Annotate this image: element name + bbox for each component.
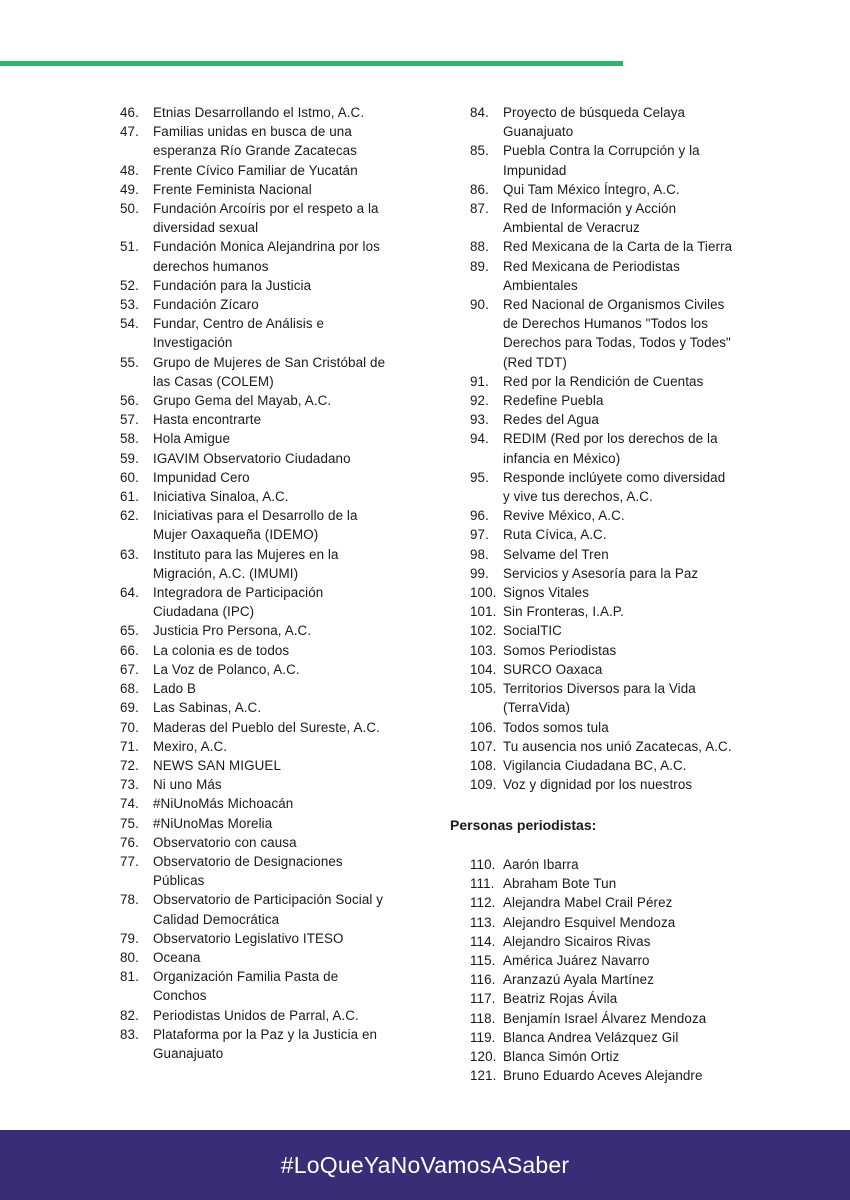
list-item-text: Selvame del Tren bbox=[503, 546, 609, 562]
section-heading-journalists: Personas periodistas: bbox=[450, 817, 597, 833]
list-item bbox=[470, 237, 770, 256]
list-item-number: 58. bbox=[120, 431, 139, 447]
list-item bbox=[120, 775, 420, 794]
list-item bbox=[470, 199, 770, 237]
list-item-number: 49. bbox=[120, 181, 139, 197]
list-item-number: 92. bbox=[470, 393, 489, 409]
list-item-number: 113. bbox=[470, 914, 496, 930]
list-item bbox=[120, 583, 420, 621]
list-item-text: Hola Amigue bbox=[153, 431, 231, 447]
list-item-number: 101. bbox=[470, 604, 497, 620]
list-item bbox=[470, 660, 770, 679]
list-item bbox=[470, 180, 770, 199]
list-item bbox=[470, 545, 770, 564]
list-item-number: 120. bbox=[470, 1049, 497, 1065]
list-item-text: Plataforma por la Paz y la Justicia en Guanajuato bbox=[153, 1026, 378, 1061]
list-item-text: Frente Cívico Familiar de Yucatán bbox=[153, 162, 358, 178]
list-item-text: Red Mexicana de Periodistas Ambientales bbox=[503, 258, 680, 293]
list-item-number: 55. bbox=[120, 354, 139, 370]
list-item-number: 106. bbox=[470, 719, 497, 735]
list-item-number: 77. bbox=[120, 853, 139, 869]
list-item-number: 119. bbox=[470, 1029, 496, 1045]
list-item-text: Red Mexicana de la Carta de la Tierra bbox=[503, 239, 733, 255]
list-item bbox=[470, 913, 770, 932]
list-item-text: Observatorio de Designaciones Públicas bbox=[153, 853, 343, 889]
list-item-number: 121. bbox=[470, 1068, 497, 1084]
list-item-number: 112. bbox=[470, 895, 496, 911]
list-item-number: 107. bbox=[470, 738, 497, 754]
list-item-text: Puebla Contra la Corrupción y la Impunidad bbox=[503, 143, 700, 178]
list-item bbox=[470, 257, 770, 295]
list-item-text: Grupo de Mujeres de San Cristóbal de las Casas (COLEM) bbox=[153, 354, 386, 389]
list-item-number: 57. bbox=[120, 412, 139, 428]
list-item-text: Fundación para la Justicia bbox=[153, 277, 312, 293]
list-item-text: Grupo Gema del Mayab, A.C. bbox=[153, 393, 332, 409]
list-item-number: 54. bbox=[120, 316, 139, 332]
list-item bbox=[120, 698, 420, 717]
list-item bbox=[470, 679, 770, 717]
list-item-text: Ni uno Más bbox=[153, 777, 222, 793]
list-item-number: 68. bbox=[120, 681, 139, 697]
list-item-number: 98. bbox=[470, 546, 489, 562]
list-item-text: Maderas del Pueblo del Sureste, A.C. bbox=[153, 719, 380, 735]
list-item bbox=[120, 314, 420, 352]
list-item-number: 53. bbox=[120, 297, 139, 313]
list-item-number: 89. bbox=[470, 258, 489, 274]
list-item-text: Lado B bbox=[153, 681, 197, 697]
list-item bbox=[470, 141, 770, 179]
list-item bbox=[470, 1028, 770, 1047]
list-item-text: SURCO Oaxaca bbox=[503, 661, 603, 677]
list-item-text: Aranzazú Ayala Martínez bbox=[503, 972, 654, 988]
list-item bbox=[120, 1025, 420, 1063]
list-item-text: Alejandro Sicairos Rivas bbox=[503, 933, 651, 949]
list-item-text: Oceana bbox=[153, 949, 201, 965]
list-item-text: La Voz de Polanco, A.C. bbox=[153, 661, 300, 677]
list-item-text: Fundación Arcoíris por el respeto a la diversidad sexual bbox=[153, 201, 379, 236]
list-item bbox=[120, 833, 420, 852]
list-item bbox=[470, 775, 770, 794]
list-item-text: Red de Información y Acción Ambiental de Veracruz bbox=[503, 201, 677, 236]
list-item bbox=[120, 276, 420, 295]
list-item-number: 104. bbox=[470, 661, 497, 677]
list-item-number: 75. bbox=[120, 815, 139, 831]
list-item-text: Beatriz Rojas Ávila bbox=[503, 991, 618, 1007]
list-item bbox=[470, 295, 770, 372]
list-item-text: Etnias Desarrollando el Istmo, A.C. bbox=[153, 105, 365, 120]
list-item-text: REDIM (Red por los derechos de la infancia en México) bbox=[503, 431, 718, 466]
list-item-number: 73. bbox=[120, 777, 139, 793]
list-item-number: 100. bbox=[470, 585, 497, 601]
list-item-text: Las Sabinas, A.C. bbox=[153, 700, 262, 716]
list-item-text: Integradora de Participación Ciudadana (IPC) bbox=[153, 585, 324, 620]
list-item bbox=[120, 487, 420, 506]
list-item-number: 82. bbox=[120, 1007, 139, 1023]
list-item-number: 78. bbox=[120, 892, 139, 908]
list-item-number: 102. bbox=[470, 623, 497, 639]
list-item-text: #NiUnoMas Morelia bbox=[153, 815, 273, 831]
list-item-number: 95. bbox=[470, 469, 489, 485]
list-item bbox=[120, 429, 420, 448]
list-item-number: 96. bbox=[470, 508, 489, 524]
list-item bbox=[120, 852, 420, 890]
list-item bbox=[470, 737, 770, 756]
list-item-number: 87. bbox=[470, 201, 489, 217]
list-item-text: Justicia Pro Persona, A.C. bbox=[153, 623, 312, 639]
list-item-number: 81. bbox=[120, 969, 139, 985]
list-item-text: Tu ausencia nos unió Zacatecas, A.C. bbox=[503, 738, 732, 754]
list-item-number: 69. bbox=[120, 700, 139, 716]
list-item-text: Alejandro Esquivel Mendoza bbox=[503, 914, 676, 930]
list-item-text: Servicios y Asesoría para la Paz bbox=[503, 565, 699, 581]
list-item bbox=[470, 1066, 770, 1085]
list-item-text: La colonia es de todos bbox=[153, 642, 290, 658]
list-item-text: Benjamín Israel Álvarez Mendoza bbox=[503, 1010, 707, 1026]
list-item bbox=[470, 602, 770, 621]
list-item bbox=[120, 180, 420, 199]
list-item-number: 110. bbox=[470, 857, 496, 872]
organizations-list-right bbox=[470, 103, 770, 794]
list-item bbox=[470, 506, 770, 525]
list-item-number: 65. bbox=[120, 623, 139, 639]
list-item-text: #NiUnoMás Michoacán bbox=[153, 796, 294, 812]
list-item-number: 64. bbox=[120, 585, 139, 601]
list-item bbox=[120, 814, 420, 833]
list-item-number: 50. bbox=[120, 201, 139, 217]
list-item-number: 115. bbox=[470, 953, 496, 969]
list-item-number: 46. bbox=[120, 105, 139, 120]
list-item-text: Iniciativas para el Desarrollo de la Mujer Oaxaqueña (IDEMO) bbox=[153, 508, 358, 543]
list-item-text: IGAVIM Observatorio Ciudadano bbox=[153, 450, 351, 466]
list-item-number: 86. bbox=[470, 181, 489, 197]
list-item bbox=[470, 641, 770, 660]
list-item-number: 63. bbox=[120, 546, 139, 562]
list-item-number: 116. bbox=[470, 972, 496, 988]
list-item-text: Observatorio Legislativo ITESO bbox=[153, 930, 344, 946]
list-item bbox=[120, 621, 420, 640]
list-item-text: Fundación Zícaro bbox=[153, 297, 259, 313]
list-item bbox=[470, 103, 770, 141]
list-item-number: 118. bbox=[470, 1010, 496, 1026]
list-item-number: 67. bbox=[120, 661, 139, 677]
list-item bbox=[120, 794, 420, 813]
list-item-number: 109. bbox=[470, 777, 497, 793]
organizations-list-left bbox=[120, 103, 420, 1063]
list-item bbox=[120, 660, 420, 679]
list-item-text: Somos Periodistas bbox=[503, 642, 617, 658]
list-item-text: Mexiro, A.C. bbox=[153, 738, 228, 754]
list-item bbox=[120, 410, 420, 429]
list-item-number: 84. bbox=[470, 105, 489, 120]
list-item-text: Instituto para las Mujeres en la Migración, A.C. (IMUMI) bbox=[153, 546, 339, 581]
list-item-number: 80. bbox=[120, 949, 139, 965]
list-item-number: 88. bbox=[470, 239, 489, 255]
list-item bbox=[470, 1047, 770, 1066]
list-item-number: 56. bbox=[120, 393, 139, 409]
list-item bbox=[470, 970, 770, 989]
list-item-text: Organización Familia Pasta de Conchos bbox=[153, 969, 339, 1004]
footer-hashtag: #LoQueYaNoVamosASaber bbox=[280, 1151, 570, 1178]
list-item-number: 117. bbox=[470, 991, 496, 1007]
list-item-text: Hasta encontrarte bbox=[153, 412, 262, 428]
list-item-number: 85. bbox=[470, 143, 489, 159]
list-item-number: 103. bbox=[470, 642, 497, 658]
list-item bbox=[470, 525, 770, 544]
list-item-text: Periodistas Unidos de Parral, A.C. bbox=[153, 1007, 359, 1023]
list-item bbox=[120, 468, 420, 487]
list-item-text: Vigilancia Ciudadana BC, A.C. bbox=[503, 757, 687, 773]
list-item-number: 105. bbox=[470, 681, 497, 697]
list-item-text: Redes del Agua bbox=[503, 412, 599, 428]
list-item-number: 79. bbox=[120, 930, 139, 946]
list-item-text: Redefine Puebla bbox=[503, 393, 604, 409]
list-item bbox=[120, 967, 420, 1005]
list-item-number: 61. bbox=[120, 489, 139, 505]
list-item bbox=[120, 161, 420, 180]
list-item-number: 99. bbox=[470, 565, 489, 581]
list-item bbox=[470, 391, 770, 410]
list-item bbox=[120, 199, 420, 237]
list-item-number: 94. bbox=[470, 431, 489, 447]
list-item-number: 74. bbox=[120, 796, 139, 812]
list-item bbox=[470, 718, 770, 737]
list-item-number: 47. bbox=[120, 124, 139, 140]
list-item bbox=[120, 679, 420, 698]
list-item bbox=[470, 410, 770, 429]
list-item bbox=[120, 756, 420, 775]
list-item-text: Frente Feminista Nacional bbox=[153, 181, 312, 197]
list-item bbox=[120, 948, 420, 967]
list-item-text: Abraham Bote Tun bbox=[503, 876, 617, 892]
list-item bbox=[120, 1006, 420, 1025]
list-item-text: Impunidad Cero bbox=[153, 469, 250, 485]
list-item bbox=[470, 893, 770, 912]
list-item-number: 51. bbox=[120, 239, 139, 255]
list-item-text: Qui Tam México Íntegro, A.C. bbox=[503, 181, 680, 197]
list-item bbox=[470, 951, 770, 970]
list-item bbox=[470, 932, 770, 951]
list-item-text: Responde inclúyete como diversidad y vive tus derechos, A.C. bbox=[503, 469, 726, 505]
list-item-text: Red por la Rendición de Cuentas bbox=[503, 373, 704, 389]
list-item bbox=[470, 372, 770, 391]
list-item-number: 59. bbox=[120, 450, 139, 466]
top-accent-rule bbox=[0, 61, 623, 66]
list-item-text: Aarón Ibarra bbox=[503, 857, 579, 872]
list-item-text: Familias unidas en busca de una esperanza Río Grande Zacatecas bbox=[153, 124, 357, 159]
list-item bbox=[120, 929, 420, 948]
list-item-number: 48. bbox=[120, 162, 139, 178]
journalists-list bbox=[470, 855, 770, 1085]
list-item bbox=[120, 353, 420, 391]
list-item-number: 76. bbox=[120, 834, 139, 850]
list-item bbox=[120, 122, 420, 160]
list-item-number: 93. bbox=[470, 412, 489, 428]
list-item-number: 52. bbox=[120, 277, 139, 293]
list-item-text: Blanca Andrea Velázquez Gil bbox=[503, 1029, 679, 1045]
list-item bbox=[470, 855, 770, 874]
list-item bbox=[470, 468, 770, 506]
list-item-text: Territorios Diversos para la Vida (TerraVida) bbox=[503, 681, 696, 716]
list-item-number: 60. bbox=[120, 469, 139, 485]
list-item-text: Sin Fronteras, I.A.P. bbox=[503, 604, 624, 620]
list-item-number: 114. bbox=[470, 933, 496, 949]
list-item bbox=[470, 583, 770, 602]
list-item-text: Signos Vitales bbox=[503, 585, 590, 601]
list-item bbox=[120, 103, 420, 122]
list-item-text: Fundar, Centro de Análisis e Investigación bbox=[153, 316, 325, 351]
list-item-number: 71. bbox=[120, 738, 139, 754]
list-item bbox=[470, 429, 770, 467]
list-item bbox=[120, 718, 420, 737]
list-item bbox=[470, 564, 770, 583]
list-item bbox=[120, 449, 420, 468]
list-item-text: América Juárez Navarro bbox=[503, 953, 650, 969]
list-item bbox=[120, 391, 420, 410]
list-item bbox=[470, 989, 770, 1008]
footer-banner bbox=[0, 1130, 850, 1200]
list-item-text: Ruta Cívica, A.C. bbox=[503, 527, 607, 543]
list-item-number: 70. bbox=[120, 719, 139, 735]
list-item-number: 62. bbox=[120, 508, 139, 524]
list-item-number: 72. bbox=[120, 757, 139, 773]
list-item-text: NEWS SAN MIGUEL bbox=[153, 757, 281, 773]
list-item-number: 111. bbox=[470, 876, 495, 892]
list-item-text: Revive México, A.C. bbox=[503, 508, 625, 524]
list-item-number: 97. bbox=[470, 527, 489, 543]
list-item bbox=[470, 756, 770, 775]
list-item-text: Fundación Monica Alejandrina por los derechos humanos bbox=[153, 239, 380, 274]
list-item-number: 108. bbox=[470, 757, 497, 773]
list-item-number: 90. bbox=[470, 297, 489, 313]
list-item-text: SocialTIC bbox=[503, 623, 562, 639]
list-item bbox=[470, 874, 770, 893]
list-item-text: Proyecto de búsqueda Celaya Guanajuato bbox=[503, 105, 686, 140]
list-item bbox=[120, 737, 420, 756]
list-item-text: Todos somos tula bbox=[503, 719, 609, 735]
list-item-text: Iniciativa Sinaloa, A.C. bbox=[153, 489, 289, 505]
list-item-number: 66. bbox=[120, 642, 139, 658]
list-item bbox=[120, 641, 420, 660]
list-item bbox=[120, 890, 420, 928]
list-item-text: Observatorio de Participación Social y Calidad Democrática bbox=[153, 892, 384, 927]
list-item-text: Alejandra Mabel Crail Pérez bbox=[503, 895, 673, 911]
list-item bbox=[470, 1009, 770, 1028]
list-item-text: Red Nacional de Organismos Civiles de Derechos Humanos "Todos los Derechos para Todas, Todos y Todes" (Red TDT) bbox=[503, 297, 731, 370]
list-item-text: Observatorio con causa bbox=[153, 834, 297, 850]
list-item bbox=[120, 545, 420, 583]
list-item bbox=[120, 506, 420, 544]
list-item-number: 91. bbox=[470, 373, 489, 389]
list-item bbox=[470, 621, 770, 640]
list-item-text: Blanca Simón Ortiz bbox=[503, 1049, 620, 1065]
list-item-number: 83. bbox=[120, 1026, 139, 1042]
list-item bbox=[120, 237, 420, 275]
list-item-text: Voz y dignidad por los nuestros bbox=[503, 777, 693, 793]
list-item-text: Bruno Eduardo Aceves Alejandre bbox=[503, 1068, 703, 1084]
list-item bbox=[120, 295, 420, 314]
